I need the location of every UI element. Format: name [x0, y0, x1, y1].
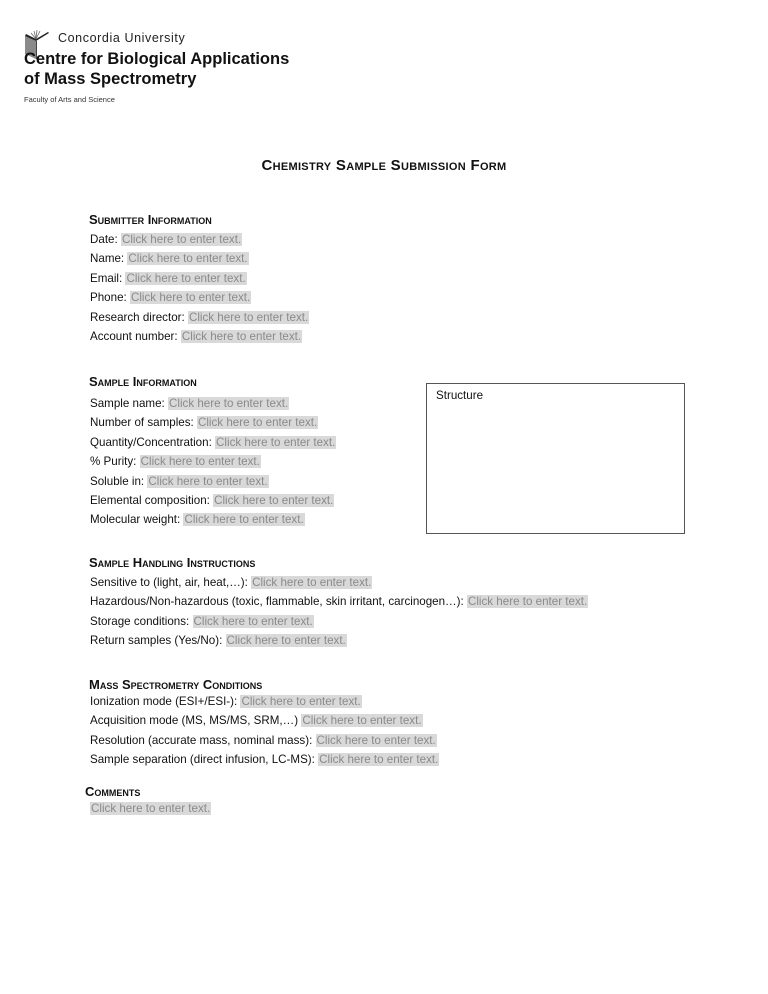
ms-conditions-section [89, 677, 439, 770]
field-label: Sensitive to (light, air, heat,…): [90, 576, 248, 589]
purity-row [90, 452, 336, 471]
resolution-field[interactable]: Click here to enter text. [316, 733, 436, 747]
sensitive-to-field[interactable]: Click here to enter text. [252, 576, 372, 589]
form-title: Chemistry Sample Submission Form [261, 157, 507, 174]
field-label: Sample separation (direct infusion, LC-MS): [90, 753, 315, 767]
phone-row [90, 288, 309, 307]
ionization-mode-row [90, 692, 439, 711]
handling-section [89, 555, 588, 651]
centre-name-line2: of Mass Spectrometry [24, 70, 197, 88]
structure-box[interactable] [426, 383, 685, 534]
return-samples-field[interactable]: Click here to enter text. [226, 634, 346, 648]
field-label: Resolution (accurate mass, nominal mass): [90, 733, 313, 747]
quantity-row [90, 433, 336, 452]
research-director-row [90, 308, 309, 327]
centre-name [24, 49, 289, 89]
acquisition-mode-row [90, 711, 439, 730]
hazardous-row [90, 592, 588, 611]
field-label: Phone: [90, 291, 127, 305]
resolution-row [90, 731, 439, 750]
field-label: Acquisition mode (MS, MS/MS, SRM,…) [90, 714, 299, 728]
submitter-section [89, 212, 309, 346]
purity-field[interactable]: Click here to enter text. [140, 455, 260, 469]
field-label: Date: [90, 233, 118, 246]
field-label: Soluble in: [90, 474, 145, 488]
field-label: Storage conditions: [90, 614, 190, 628]
molecular-weight-row [90, 510, 336, 529]
university-name: Concordia University [58, 31, 186, 45]
storage-conditions-field[interactable]: Click here to enter text. [193, 614, 313, 628]
structure-label: Structure [436, 389, 484, 402]
name-field[interactable]: Click here to enter text. [128, 252, 248, 266]
comments-section [85, 784, 211, 818]
field-label: Name: [90, 252, 125, 266]
sensitive-to-row [90, 573, 588, 592]
storage-conditions-row [90, 612, 588, 631]
return-samples-row [90, 631, 588, 650]
field-label: Sample name: [90, 397, 165, 410]
faculty-name: Faculty of Arts and Science [24, 95, 115, 104]
section-heading: Sample Handling Instructions [89, 555, 256, 570]
centre-name-line1: Centre for Biological Applications [24, 50, 290, 68]
field-label: % Purity: [90, 455, 137, 469]
email-row [90, 269, 309, 288]
quantity-field[interactable]: Click here to enter text. [216, 435, 336, 449]
name-row [90, 249, 309, 268]
acquisition-mode-field[interactable]: Click here to enter text. [302, 714, 422, 728]
hazardous-field[interactable]: Click here to enter text. [467, 595, 588, 609]
field-label: Return samples (Yes/No): [90, 634, 223, 648]
sample-separation-field[interactable]: Click here to enter text. [319, 753, 439, 767]
field-label: Account number: [90, 330, 178, 344]
account-number-row [90, 327, 309, 346]
elemental-composition-row [90, 491, 336, 510]
field-label: Molecular weight: [90, 513, 181, 527]
sample-name-field[interactable]: Click here to enter text. [169, 397, 289, 410]
number-of-samples-field[interactable]: Click here to enter text. [197, 416, 318, 430]
field-label: Ionization mode (ESI+/ESI-): [90, 695, 238, 708]
field-label: Quantity/Concentration: [90, 435, 212, 449]
elemental-composition-field[interactable]: Click here to enter text. [214, 494, 334, 508]
date-row [90, 230, 309, 249]
comments-field[interactable]: Click here to enter text. [91, 802, 211, 815]
phone-field[interactable]: Click here to enter text. [130, 291, 251, 305]
molecular-weight-field[interactable]: Click here to enter text. [184, 513, 304, 527]
sample-section [89, 374, 336, 530]
section-heading: Comments [85, 784, 141, 799]
field-label: Number of samples: [90, 416, 194, 430]
field-label: Email: [90, 271, 123, 285]
account-number-field[interactable]: Click here to enter text. [181, 330, 302, 344]
ionization-mode-field[interactable]: Click here to enter text. [241, 695, 361, 708]
date-field[interactable]: Click here to enter text. [121, 233, 242, 246]
sample-separation-row [90, 750, 439, 769]
soluble-in-field[interactable]: Click here to enter text. [148, 474, 268, 488]
section-heading: Submitter Information [89, 212, 212, 227]
soluble-in-row [90, 472, 336, 491]
number-of-samples-row [90, 413, 336, 432]
email-field[interactable]: Click here to enter text. [126, 271, 246, 285]
research-director-field[interactable]: Click here to enter text. [188, 310, 309, 324]
concordia-logo [24, 30, 324, 110]
field-label: Elemental composition: [90, 494, 210, 508]
field-label: Hazardous/Non-hazardous (toxic, flammable, skin irritant, carcinogen…): [90, 595, 464, 609]
section-heading: Sample Information [89, 374, 197, 389]
field-label: Research director: [90, 310, 185, 324]
comments-row [90, 799, 211, 818]
sample-name-row [90, 394, 336, 413]
section-heading: Mass Spectrometry Conditions [89, 677, 263, 692]
